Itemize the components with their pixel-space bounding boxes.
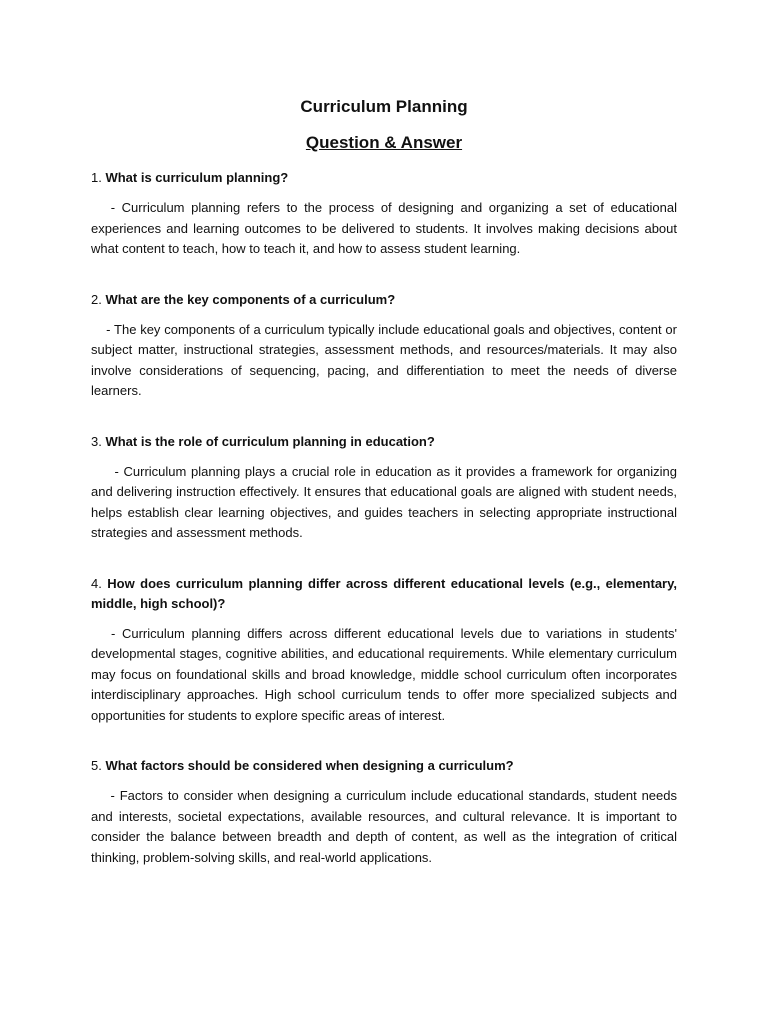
question-5	[91, 756, 677, 776]
answer-3: - Curriculum planning plays a crucial role in education as it provides a framework for organizing and delivering instruction effectively. It ensures that educational goals are aligned with student needs, helps establish clear learning objectives, and guides teachers in selecting appropriate instructional strategies and assessment methods.	[91, 463, 681, 540]
question-text: How does curriculum planning differ across different educational levels (e.g., elementary, middle, high school)?	[91, 575, 677, 611]
answer-5: - Factors to consider when designing a curriculum include educational standards, student needs and interests, societal expectations, available resources, and cultural relevance. It is important to consider the balance between breadth and depth of content, as well as the integration of critical thinking, problem-solving skills, and real-world applications.	[91, 788, 681, 865]
question-1	[91, 168, 677, 188]
answer-2: - The key components of a curriculum typically include educational goals and objectives, content or subject matter, instructional strategies, assessment methods, and resources/materials. It may also involve considerations of sequencing, pacing, and differentiation to meet the needs of diverse learners.	[91, 321, 681, 398]
question-number: 3.	[91, 433, 102, 449]
question-number: 2.	[91, 291, 102, 307]
question-3	[91, 432, 677, 452]
question-text: What is the role of curriculum planning in education?	[105, 433, 435, 449]
document-page	[91, 96, 681, 868]
question-text: What factors should be considered when designing a curriculum?	[105, 758, 514, 773]
question-number: 5.	[91, 758, 102, 773]
answer-1: - Curriculum planning refers to the process of designing and organizing a set of educational experiences and learning outcomes to be delivered to students. It involves making decisions about what content to teach, how to teach it, and how to assess student learning.	[91, 200, 681, 256]
qa-item-4	[91, 574, 681, 727]
question-number: 4.	[91, 575, 102, 591]
document-subtitle: Question & Answer	[305, 133, 463, 152]
qa-item-1	[91, 168, 681, 260]
question-2	[91, 290, 677, 310]
question-4	[91, 574, 677, 614]
qa-item-5	[91, 756, 681, 868]
question-text: What is curriculum planning?	[105, 170, 289, 185]
qa-item-2	[91, 290, 681, 402]
document-title: Curriculum Planning	[300, 97, 468, 116]
question-number: 1.	[91, 170, 102, 185]
qa-item-3	[91, 432, 681, 544]
question-text: What are the key components of a curriculum?	[105, 291, 396, 307]
answer-4: - Curriculum planning differs across different educational levels due to variations in students' developmental stages, cognitive abilities, and educational requirements. While elementary curriculum may focus on foundational skills and broad knowledge, middle school curriculum often incorporates interdisciplinary approaches. High school curriculum tends to offer more specialized subjects and opportunities for students to explore specific areas of interest.	[91, 625, 681, 723]
